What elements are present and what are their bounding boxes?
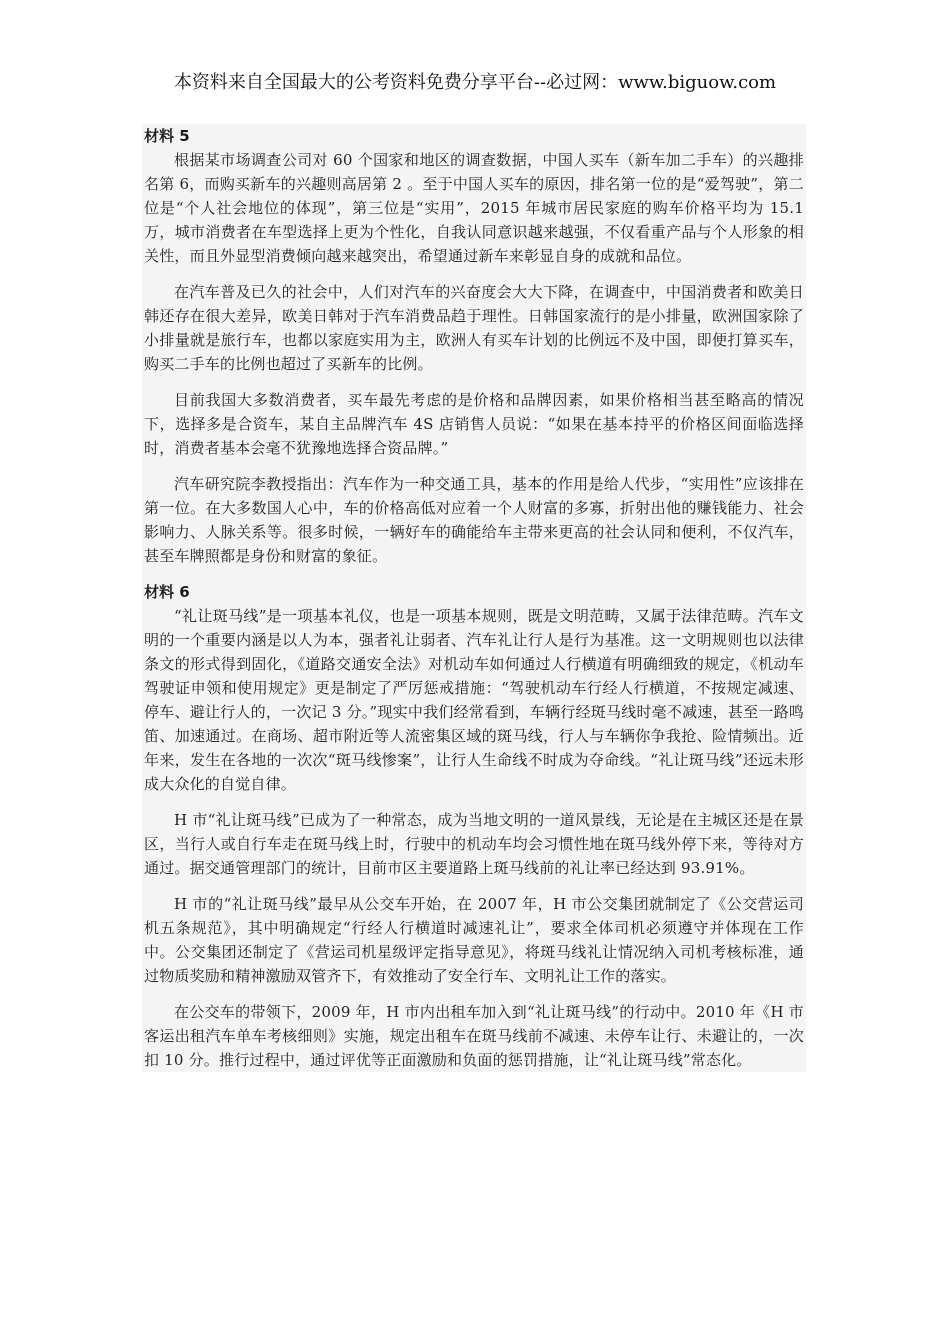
material-5-paragraph-4: 汽车研究院李教授指出：汽车作为一种交通工具，基本的作用是给人代步，“实用性”应该排在第一位。在大多数国人心中，车的价格高低对应着一个人财富的多寡，折射出他的赚钱能力、社会影响力、人脉关系等。很多时候，一辆好车的确能给车主带来更高的社会认同和便利，不仅汽车，甚至车牌照都是身份和财富的象征。 (144, 475, 804, 565)
material-5-paragraph-1: 根据某市场调查公司对 60 个国家和地区的调查数据，中国人买车（新车加二手车）的兴趣排名第 6，而购买新车的兴趣则高居第 2 。至于中国人买车的原因，排名第一位的是“爱驾驶”，第二位是“个人社会地位的体现”，第三位是“实用”，2015 年城市居民家庭的购车价格平均为 15.1 万，城市消费者在车型选择上更为个性化，自我认同意识越来越强，不仅看重产品与个人形象的相关性，而且外显型消费倾向越来越突出，希望通过新车来彰显自身的成就和品位。 (144, 151, 804, 265)
material-6-title: 材料 6 (144, 583, 190, 601)
material-6-paragraph-3: H 市的“礼让斑马线”最早从公交车开始，在 2007 年，H 市公交集团就制定了《公交营运司机五条规范》，其中明确规定“行经人行横道时减速礼让”，要求全体司机必须遵守并体现在工作中。公交集团还制定了《营运司机星级评定指导意见》，将斑马线礼让情况纳入司机考核标准，通过物质奖励和精神激励双管齐下，有效推动了安全行车、文明礼让工作的落实。 (144, 895, 804, 985)
material-6-paragraph-2: H 市“礼让斑马线”已成为了一种常态，成为当地文明的一道风景线，无论是在主城区还是在景区，当行人或自行车走在斑马线上时，行驶中的机动车均会习惯性地在斑马线外停下来，等待对方通过。据交通管理部门的统计，目前市区主要道路上斑马线前的礼让率已经达到 93.91%。 (144, 811, 804, 877)
material-6-paragraph-1: “礼让斑马线”是一项基本礼仪，也是一项基本规则，既是文明范畴，又属于法律范畴。汽车文明的一个重要内涵是以人为本，强者礼让弱者、汽车礼让行人是行为基准。这一文明规则也以法律条文的形式得到固化，《道路交通安全法》对机动车如何通过人行横道有明确细致的规定，《机动车驾驶证申领和使用规定》更是制定了严厉惩戒措施：“驾驶机动车行经人行横道，不按规定减速、停车、避让行人的，一次记 3 分。”现实中我们经常看到，车辆行经斑马线时毫不减速，甚至一路鸣笛、加速通过。在商场、超市附近等人流密集区域的斑马线，行人与车辆你争我抢、险情频出。近年来，发生在各地的一次次“斑马线惨案”，让行人生命线不时成为夺命线。“礼让斑马线”还远未形成大众化的自觉自律。 (144, 607, 804, 793)
material-5-title: 材料 5 (144, 127, 190, 145)
material-6-paragraph-4: 在公交车的带领下，2009 年，H 市内出租车加入到“礼让斑马线”的行动中。2010 年《H 市客运出租汽车单车考核细则》实施，规定出租车在斑马线前不减速、未停车让行、未避让的，一次扣 10 分。推行过程中，通过评优等正面激励和负面的惩罚措施，让“礼让斑马线”常态化。 (144, 1003, 804, 1069)
page-header: 本资料来自全国最大的公考资料免费分享平台--必过网：www.biguow.com (173, 72, 777, 93)
material-5-paragraph-3: 目前我国大多数消费者，买车最先考虑的是价格和品牌因素，如果价格相当甚至略高的情况下，选择多是合资车，某自主品牌汽车 4S 店销售人员说：“如果在基本持平的价格区间面临选择时，消费者基本会毫不犹豫地选择合资品牌。” (144, 391, 804, 457)
document-body (142, 124, 806, 1072)
material-5-paragraph-2: 在汽车普及已久的社会中，人们对汽车的兴奋度会大大下降，在调查中，中国消费者和欧美日韩还存在很大差异，欧美日韩对于汽车消费品趋于理性。日韩国家流行的是小排量，欧洲国家除了小排量就是旅行车，也都以家庭实用为主，欧洲人有买车计划的比例远不及中国，即便打算买车，购买二手车的比例也超过了买新车的比例。 (144, 283, 804, 373)
